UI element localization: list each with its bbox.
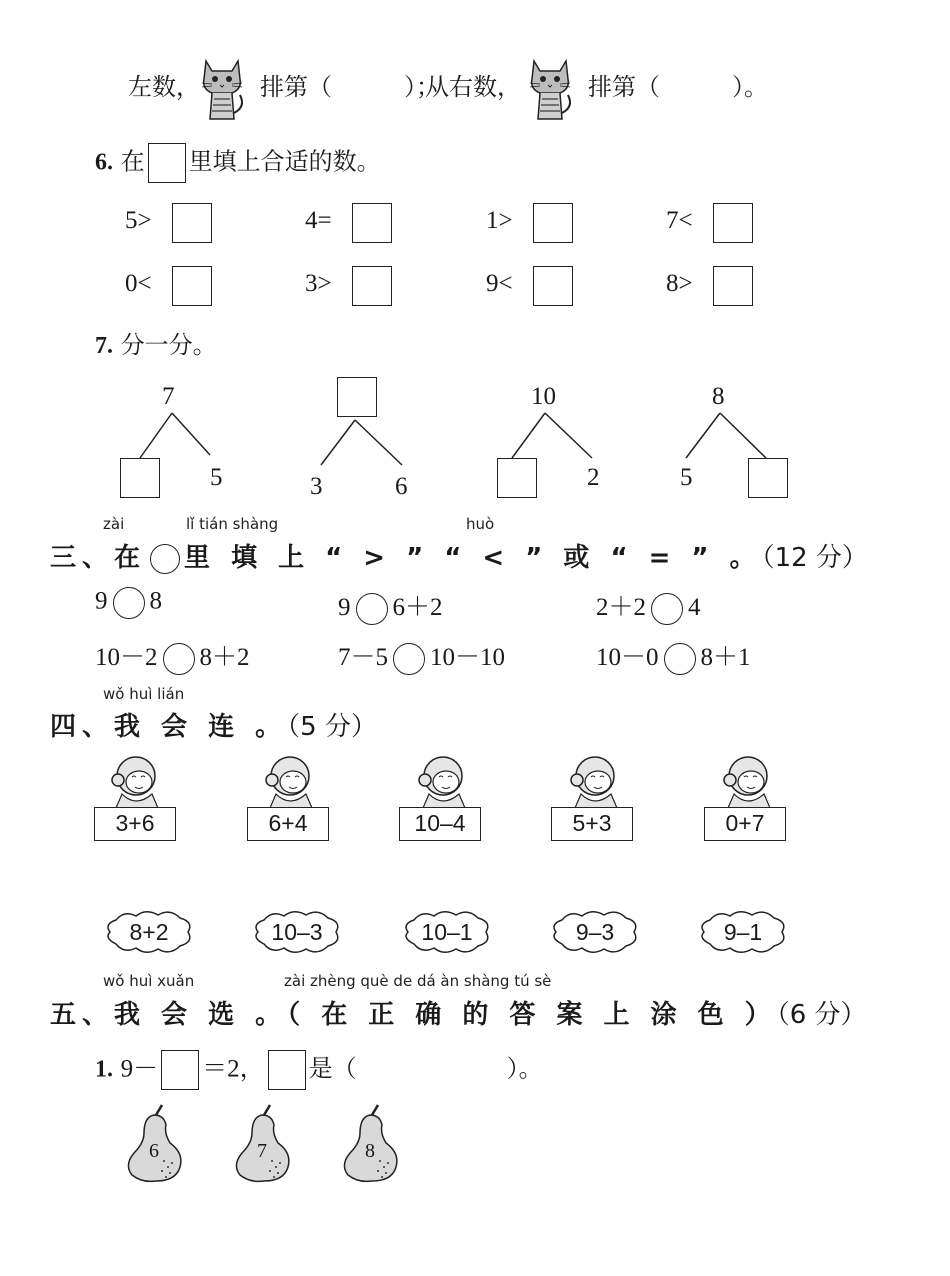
sec3-pinyin-huo: huò: [466, 515, 495, 533]
sec3-pinyin-li-tian-shang: lǐ tián shàng: [186, 515, 279, 533]
q6-prefix: 在: [120, 147, 145, 176]
bond-top-number: 8: [712, 383, 725, 410]
compare-right: 8＋2: [199, 644, 250, 671]
sec5-q1-number: 1.: [95, 1056, 113, 1083]
compare-item: [596, 637, 751, 675]
compare-circle[interactable]: [651, 593, 683, 625]
bond-right-number: 5: [210, 464, 223, 491]
sec5-q1-box[interactable]: [268, 1050, 306, 1090]
monkey-card[interactable]: 3+6: [94, 807, 176, 841]
compare-item: [338, 637, 505, 675]
monkey-icon: [567, 752, 623, 808]
compare-item: [596, 587, 701, 625]
sec4-title: 四、我 会 连 。: [50, 712, 288, 742]
monkey-icon: [415, 752, 471, 808]
sec5-heading: [50, 994, 867, 1031]
cloud-card[interactable]: 9–3: [575, 919, 615, 945]
q6-item-label: 0<: [125, 270, 152, 297]
sec4-heading: [50, 706, 377, 743]
bond-answer-box[interactable]: [497, 458, 537, 498]
compare-left: 9: [338, 594, 351, 621]
compare-right: 6＋2: [392, 594, 443, 621]
sec4-pinyin: wǒ huì lián: [103, 685, 185, 703]
sec5-q1-part-c: 是（: [308, 1054, 357, 1083]
sec5-points: （6 分）: [776, 1000, 867, 1030]
cloud-card[interactable]: 8+2: [129, 919, 169, 945]
sec5-q1-box[interactable]: [161, 1050, 199, 1090]
compare-right: 4: [688, 594, 701, 621]
right-count-text: 从右数，: [425, 73, 521, 101]
q7-number: 7.: [95, 333, 113, 359]
bond-left-number: 5: [680, 464, 693, 491]
compare-left: 10－0: [596, 644, 659, 671]
right-rank-text: 排第（ ）。: [588, 73, 768, 101]
q6-item-label: 8>: [666, 270, 693, 297]
bond-right-number: 2: [587, 464, 600, 491]
compare-circle[interactable]: [356, 593, 388, 625]
q6-number: 6.: [95, 149, 113, 176]
bond-answer-box[interactable]: [748, 458, 788, 498]
left-count-text: 左数，: [128, 73, 200, 101]
q6-suffix: 里填上合适的数。: [188, 147, 381, 176]
compare-left: 9: [95, 587, 108, 615]
bond-right-number: 6: [395, 473, 408, 500]
bond-top-number: 10: [531, 383, 556, 410]
q6-item-label: 4=: [305, 207, 332, 234]
sec5-q1-part-b: ＝2，: [202, 1055, 265, 1083]
compare-left: 7－5: [338, 644, 389, 671]
compare-circle[interactable]: [393, 643, 425, 675]
compare-circle[interactable]: [163, 643, 195, 675]
sec3-points: （12 分）: [761, 543, 868, 573]
q6-item-label: 5>: [125, 207, 152, 234]
monkey-card[interactable]: 0+7: [704, 807, 786, 841]
compare-left: 2＋2: [596, 594, 647, 621]
sec3-pinyin-zai: zài: [103, 515, 125, 533]
pear-label: 6: [149, 1140, 159, 1162]
number-bond-lines: [0, 0, 950, 520]
monkey-icon: [108, 752, 164, 808]
cloud-card[interactable]: 10–3: [271, 919, 323, 945]
monkey-card[interactable]: 5+3: [551, 807, 633, 841]
monkey-card[interactable]: 6+4: [247, 807, 329, 841]
q7-title-text: 分一分。: [120, 331, 217, 359]
sec4-points: （5 分）: [287, 712, 377, 742]
pear-label: 8: [365, 1140, 375, 1162]
pear-label: 7: [257, 1140, 267, 1162]
compare-item: [95, 637, 250, 675]
monkey-icon: [262, 752, 318, 808]
compare-left: 10－2: [95, 644, 158, 671]
compare-item: [95, 587, 162, 619]
bond-answer-box[interactable]: [337, 377, 377, 417]
q6-item-label: 1>: [486, 207, 513, 234]
bond-top-number: 7: [162, 383, 175, 410]
sec5-pinyin-b: zài zhèng què de dá àn shàng tú sè: [284, 972, 552, 990]
compare-circle[interactable]: [664, 643, 696, 675]
compare-right: 10－10: [430, 644, 506, 671]
compare-right: 8＋1: [700, 644, 751, 671]
sec5-title: 五、我 会 选 。（ 在 正 确 的 答 案 上 涂 色 ）: [50, 1000, 777, 1030]
sec3-title-b: 里 填 上 “ > ” “ < ” 或 “ = ” 。: [184, 543, 762, 573]
bond-answer-box[interactable]: [120, 458, 160, 498]
compare-circle[interactable]: [113, 587, 145, 619]
sec5-q1-part-d: ）。: [506, 1054, 543, 1083]
compare-item: [338, 587, 443, 625]
q6-item-label: 3>: [305, 270, 332, 297]
cloud-card[interactable]: 10–1: [421, 919, 473, 945]
compare-right: 8: [149, 587, 162, 615]
sec3-circle-example: [150, 544, 180, 574]
sec3-heading: [50, 537, 868, 574]
sec5-q1-part-a: 9－: [120, 1055, 159, 1083]
bond-left-number: 3: [310, 473, 323, 500]
sec3-title-a: 三、在: [50, 543, 147, 573]
monkey-card[interactable]: 10–4: [399, 807, 481, 841]
monkey-icon: [720, 752, 776, 808]
cloud-card[interactable]: 9–1: [723, 919, 763, 945]
sec5-pinyin-a: wǒ huì xuǎn: [103, 972, 195, 990]
q6-item-label: 9<: [486, 270, 513, 297]
q6-item-label: 7<: [666, 207, 693, 234]
sec5-q1: [95, 1050, 543, 1090]
left-rank-text: 排第（ ）；: [260, 73, 440, 101]
